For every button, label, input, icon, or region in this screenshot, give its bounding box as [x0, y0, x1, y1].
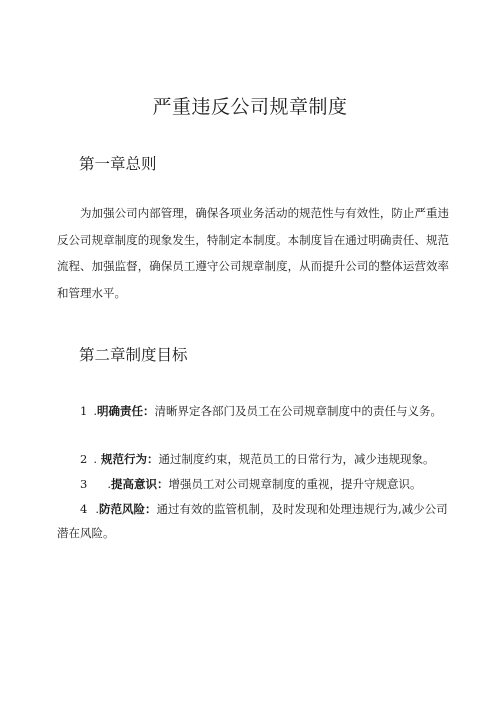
objective-item: [57, 497, 449, 545]
item-separator: .: [93, 452, 97, 466]
item-term: 明确责任：: [96, 404, 155, 418]
objective-item: [57, 447, 449, 471]
document-title: 严重违反公司规章制度: [152, 96, 348, 118]
item-text: 增强员工对公司规章制度的重视，提升守规意识。: [168, 477, 422, 491]
chapter-1-paragraph: 为加强公司内部管理，确保各项业务活动的规范性与有效性，防止严重违反公司规章制度的现象发生，特制定本制度。本制度旨在通过明确责任、规范流程、加强监督，确保员工遵守公司规章制度，从而提升公司的整体运营效率和管理水平。: [57, 206, 449, 301]
item-separator: .: [107, 477, 111, 491]
objective-item: [57, 399, 449, 423]
item-text: 清晰界定各部门及员工在公司规章制度中的责任与义务。: [154, 404, 442, 418]
item-number: 4: [80, 502, 88, 516]
item-text: 通过制度约束，规范员工的日常行为，减少违规现象。: [158, 452, 435, 466]
item-term: 规范行为：: [100, 452, 159, 466]
item-separator: .: [93, 404, 97, 418]
item-separator: .: [95, 502, 99, 516]
chapter-1-heading: 第一章总则: [79, 155, 157, 173]
item-number: 3: [80, 477, 88, 491]
item-number: 2: [80, 452, 88, 466]
chapter-2-heading: 第二章制度目标: [79, 346, 188, 364]
item-term: 提高意识：: [110, 477, 169, 491]
objective-item: [57, 472, 449, 496]
item-term: 防范风险：: [98, 502, 157, 516]
item-number: 1: [80, 404, 88, 418]
item-text: 通过有效的监管机制，及时发现和处理违规行为,减少公司潜在风险。: [57, 502, 448, 540]
